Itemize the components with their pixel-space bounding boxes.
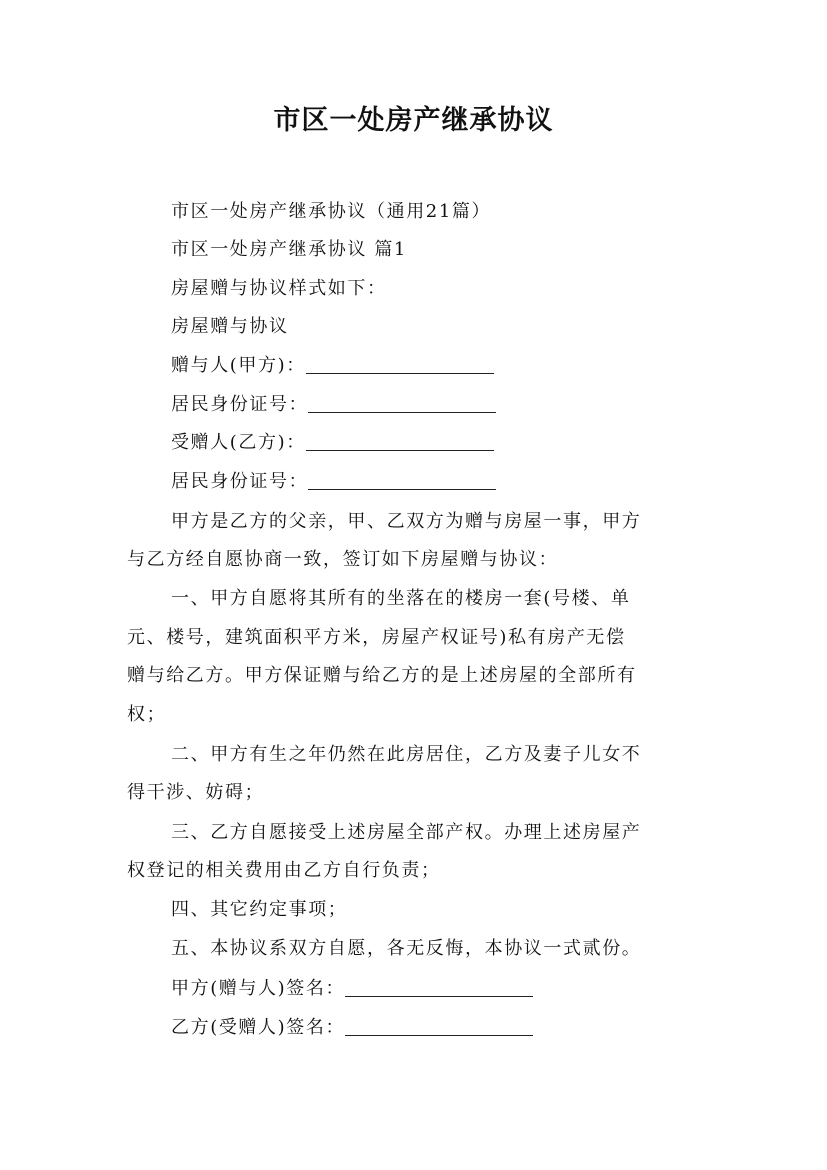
clause-2-line: 得干涉、妨碍；	[127, 782, 265, 803]
clause-1-line: 赠与给乙方。甲方保证赠与给乙方的是上述房屋的全部所有	[127, 665, 637, 686]
sample-intro: 房屋赠与协议样式如下：	[171, 278, 387, 299]
party-b-signature	[127, 1009, 761, 1047]
subtitle-chapter: 市区一处房产继承协议 篇1	[171, 239, 407, 260]
donor-field	[127, 347, 761, 385]
intro-paragraph-line: 与乙方经自愿协商一致，签订如下房屋赠与协议：	[127, 549, 559, 570]
clause-4-line: 四、其它约定事项；	[171, 899, 348, 920]
intro-paragraph-line: 甲方是乙方的父亲，甲、乙双方为赠与房屋一事，甲方	[171, 511, 642, 532]
party-a-signature-blank	[345, 976, 533, 997]
recipient-field	[127, 424, 761, 462]
subtitle-collection: 市区一处房产继承协议（通用21篇）	[171, 201, 492, 222]
clause-1-line: 权；	[127, 704, 167, 725]
donor-id-label: 居民身份证号：	[171, 394, 309, 415]
donor-blank-line	[306, 353, 494, 374]
clause-1-line: 一、甲方自愿将其所有的坐落在的楼房一套(号楼、单	[171, 588, 631, 609]
recipient-id-blank-line	[308, 469, 496, 490]
recipient-id-label: 居民身份证号：	[171, 471, 309, 492]
party-b-signature-blank	[345, 1015, 533, 1036]
clause-3-line: 权登记的相关费用由乙方自行负责；	[127, 860, 441, 881]
recipient-blank-line	[306, 430, 494, 451]
party-a-signature-label: 甲方(赠与人)签名：	[171, 978, 346, 999]
agreement-heading: 房屋赠与协议	[171, 316, 289, 337]
clause-5-line: 五、本协议系双方自愿，各无反悔，本协议一式贰份。	[171, 938, 642, 959]
recipient-label: 受赠人(乙方)：	[171, 432, 306, 453]
party-a-signature	[127, 970, 761, 1008]
donor-id-field	[127, 386, 761, 424]
clause-3-line: 三、乙方自愿接受上述房屋全部产权。办理上述房屋产	[171, 822, 642, 843]
clause-1-line: 元、楼号，建筑面积平方米，房屋产权证号)私有房产无偿	[127, 627, 626, 648]
clause-2-line: 二、甲方有生之年仍然在此房居住，乙方及妻子儿女不	[171, 744, 642, 765]
party-b-signature-label: 乙方(受赠人)签名：	[171, 1017, 346, 1038]
donor-id-blank-line	[308, 392, 496, 413]
donor-label: 赠与人(甲方)：	[171, 355, 306, 376]
recipient-id-field	[127, 463, 761, 501]
document-title: 市区一处房产继承协议	[273, 105, 554, 136]
